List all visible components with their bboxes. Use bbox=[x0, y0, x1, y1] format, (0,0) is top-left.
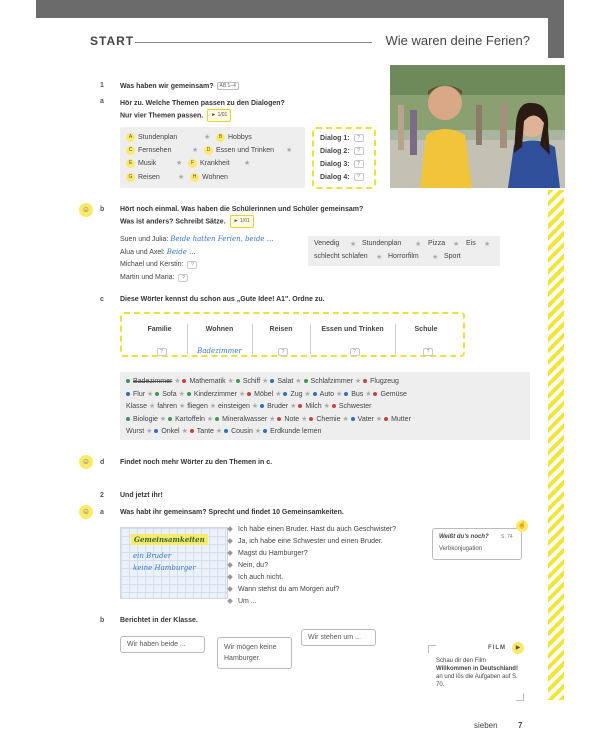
topic-item bbox=[188, 159, 230, 168]
partner-work-icon: ☺ bbox=[79, 505, 93, 519]
instruction-line: Hört noch einmal. Was haben die Schülerinnen und Schüler gemeinsam? bbox=[120, 206, 364, 213]
topic-letter: H bbox=[190, 173, 199, 182]
vocab-word: Onkel bbox=[161, 428, 180, 435]
notepad-line: keine Hamburger bbox=[133, 564, 196, 572]
color-dot-icon bbox=[236, 379, 240, 383]
pair-names: Alua und Axel: bbox=[120, 249, 165, 256]
vocab-word: Vater bbox=[357, 415, 374, 423]
vocab-row bbox=[126, 415, 411, 423]
dialog-label: Dialog 3: bbox=[320, 160, 350, 168]
vocab-word: Schlafzimmer bbox=[310, 378, 353, 385]
table-header: Schule bbox=[414, 326, 438, 333]
table-header: Wohnen bbox=[205, 326, 234, 333]
dialog-line-text: Ja, ich habe eine Schwester und einen Bruder. bbox=[238, 538, 383, 545]
star-icon: ★ bbox=[363, 390, 374, 398]
bullet-icon bbox=[227, 574, 233, 580]
table-cell bbox=[310, 340, 395, 354]
color-dot-icon bbox=[224, 429, 228, 433]
word-bank-item: Stundenplan bbox=[362, 240, 402, 247]
star-icon: ★ bbox=[225, 378, 236, 385]
dialog-line-text: Nein, du? bbox=[238, 562, 268, 569]
pair-row bbox=[120, 261, 197, 269]
bullet-icon bbox=[227, 586, 233, 592]
task-letter: d bbox=[100, 459, 105, 466]
category-table bbox=[120, 312, 465, 357]
answer-field[interactable]: ? bbox=[423, 348, 433, 356]
color-dot-icon bbox=[298, 404, 302, 408]
handwritten-answer: Badezimmer bbox=[197, 347, 242, 355]
table-cell bbox=[132, 340, 187, 354]
dialog-answer-box bbox=[312, 127, 376, 189]
star-icon: ★ bbox=[415, 241, 422, 248]
color-dot-icon bbox=[313, 392, 317, 396]
dialog-line bbox=[228, 526, 396, 533]
color-dot-icon bbox=[168, 417, 172, 421]
vocab-row bbox=[126, 377, 399, 385]
star-icon: ★ bbox=[267, 415, 278, 423]
word-bank-item: Sport bbox=[444, 253, 461, 260]
topics-box bbox=[120, 127, 305, 188]
star-icon: ★ bbox=[432, 254, 439, 261]
vocab-row bbox=[126, 427, 321, 435]
dialog-line-text: Um ... bbox=[238, 598, 257, 605]
star-icon: ★ bbox=[249, 403, 261, 410]
vocab-word: Schiff bbox=[242, 378, 261, 385]
star-icon: ★ bbox=[145, 390, 156, 398]
table-cell bbox=[187, 340, 252, 354]
topic-item bbox=[126, 173, 160, 182]
task-letter: c bbox=[100, 296, 104, 303]
star-icon: ★ bbox=[373, 415, 385, 423]
answer-field[interactable]: ? bbox=[178, 274, 188, 282]
task-instruction: Berichtet in der Klasse. bbox=[120, 617, 198, 624]
dialog-line bbox=[228, 574, 283, 581]
pointing-hand-icon: ☝ bbox=[516, 520, 528, 532]
vocab-word: Bus bbox=[351, 390, 364, 398]
section-label: START bbox=[90, 34, 135, 48]
star-icon: ★ bbox=[340, 415, 351, 423]
task-letter: b bbox=[100, 206, 105, 213]
star-icon: ★ bbox=[350, 241, 357, 248]
color-dot-icon bbox=[190, 429, 194, 433]
notepad-line: ein Bruder bbox=[133, 552, 172, 560]
topic-letter: C bbox=[126, 146, 135, 155]
dialog-row bbox=[320, 160, 364, 168]
dialog-line bbox=[228, 562, 268, 569]
star-icon: ★ bbox=[237, 390, 248, 398]
decorative-stripe bbox=[548, 190, 564, 700]
header-bar-corner bbox=[548, 18, 564, 58]
vocab-word: Gemüse bbox=[380, 390, 407, 398]
topic-label: Fernsehen bbox=[138, 147, 172, 154]
vocab-word: fliegen bbox=[187, 403, 208, 410]
page-header bbox=[90, 34, 530, 50]
table-header: Familie bbox=[147, 326, 172, 333]
table-cell bbox=[252, 340, 310, 354]
reference-page: S. 74 bbox=[501, 534, 513, 540]
star-icon: ★ bbox=[176, 390, 187, 398]
vocab-word: Klasse bbox=[126, 403, 148, 410]
pair-names: Suen und Julia: bbox=[120, 236, 169, 243]
notepad-title: Gemeinsamkeiten bbox=[131, 534, 208, 545]
exercise-heading: Und jetzt ihr! bbox=[120, 492, 163, 499]
frame-corner bbox=[428, 645, 436, 653]
task-letter: a bbox=[100, 509, 104, 516]
bullet-icon bbox=[227, 562, 233, 568]
star-icon: ★ bbox=[213, 428, 225, 435]
dialog-line bbox=[228, 598, 257, 605]
topic-letter: F bbox=[188, 159, 197, 168]
topic-letter: B bbox=[216, 133, 225, 142]
star-icon: ★ bbox=[334, 390, 345, 398]
bullet-icon bbox=[227, 598, 233, 604]
color-dot-icon bbox=[126, 417, 130, 421]
topic-label: Krankheit bbox=[200, 160, 230, 167]
topic-item bbox=[204, 146, 274, 155]
color-dot-icon bbox=[126, 392, 130, 396]
star-icon: ★ bbox=[273, 390, 284, 398]
dialog-row bbox=[320, 147, 364, 155]
star-icon: ★ bbox=[299, 415, 310, 423]
exercise-heading bbox=[120, 82, 239, 90]
topic-letter: A bbox=[126, 133, 135, 142]
vocab-word: Tante bbox=[196, 428, 214, 435]
vocab-word: Möbel bbox=[254, 390, 274, 398]
pair-row bbox=[120, 235, 273, 243]
word-bank-item: Eis bbox=[466, 240, 476, 247]
vocab-word: einsteigen bbox=[218, 403, 250, 410]
play-icon[interactable]: ▶ bbox=[512, 642, 524, 654]
vocab-word: Chemie bbox=[316, 415, 341, 423]
frame-corner bbox=[516, 693, 524, 701]
topic-label: Wohnen bbox=[202, 174, 228, 181]
topic-letter: D bbox=[204, 146, 213, 155]
dialog-row bbox=[320, 134, 364, 142]
star-icon: ★ bbox=[288, 403, 299, 410]
exercise-number: 1 bbox=[100, 82, 104, 89]
reference-text: Verbkonjugation bbox=[439, 546, 483, 552]
task-letter: b bbox=[100, 617, 105, 624]
exercise-heading-text: Was haben wir gemeinsam? bbox=[120, 82, 214, 90]
instruction-line: Nur vier Themen passen. bbox=[120, 112, 204, 120]
dialog-line-text: Magst du Hamburger? bbox=[238, 550, 308, 557]
topic-letter: G bbox=[126, 173, 135, 182]
grammar-reference-box[interactable] bbox=[432, 528, 522, 560]
star-icon: ★ bbox=[204, 415, 216, 423]
star-icon: ★ bbox=[302, 390, 313, 398]
dialog-line-text: Ich habe einen Bruder. Hast du auch Geschwister? bbox=[238, 526, 396, 533]
word-bank-item: Pizza bbox=[428, 240, 446, 247]
partner-work-icon: ☺ bbox=[79, 455, 93, 469]
topic-item bbox=[126, 133, 177, 142]
vocab-word: Kartoffeln bbox=[175, 415, 205, 423]
answer-field[interactable]: ? bbox=[157, 348, 167, 356]
vocab-word: Flur bbox=[133, 390, 146, 398]
vocab-word: Milch bbox=[305, 403, 322, 410]
film-label: FILM bbox=[488, 645, 506, 651]
answer-field[interactable]: ? bbox=[354, 160, 364, 168]
star-icon: ★ bbox=[179, 428, 190, 435]
color-dot-icon bbox=[263, 429, 267, 433]
instruction-line: Hör zu. Welche Themen passen zu den Dialogen? bbox=[120, 100, 285, 107]
pair-names: Martin und Maria: bbox=[120, 274, 175, 281]
film-text-pre: Schau dir den Film bbox=[436, 658, 487, 664]
star-icon: ★ bbox=[244, 160, 251, 167]
audio-track-label: 1/01 bbox=[217, 112, 228, 118]
color-dot-icon bbox=[332, 404, 336, 408]
color-dot-icon bbox=[154, 429, 158, 433]
page-title: Wie waren deine Ferien? bbox=[385, 33, 530, 48]
exercise-number: 2 bbox=[100, 492, 104, 499]
vocab-word: Erdkunde lernen bbox=[270, 428, 322, 435]
star-icon: ★ bbox=[144, 428, 155, 435]
color-dot-icon bbox=[270, 379, 274, 383]
photo-students bbox=[390, 65, 565, 188]
dialog-label: Dialog 1: bbox=[320, 134, 350, 142]
word-bank-item: schlecht schlafen bbox=[314, 253, 368, 260]
audio-track-button[interactable]: ► 1/01 bbox=[230, 215, 254, 228]
header-divider bbox=[135, 42, 372, 43]
task-instruction bbox=[120, 204, 363, 228]
vocab-word: Salat bbox=[277, 378, 294, 385]
answer-field[interactable]: ? bbox=[354, 134, 364, 142]
color-dot-icon bbox=[215, 417, 219, 421]
audio-track-label: 1/01 bbox=[239, 218, 250, 224]
vocab-word: Biologie bbox=[133, 415, 158, 423]
star-icon: ★ bbox=[293, 378, 304, 385]
word-bank-box bbox=[308, 236, 500, 266]
vocab-row bbox=[126, 402, 372, 410]
star-icon: ★ bbox=[192, 147, 199, 154]
color-dot-icon bbox=[126, 379, 130, 383]
answer-field[interactable]: ? bbox=[187, 261, 197, 269]
vocab-word: Zug bbox=[290, 390, 303, 398]
color-dot-icon bbox=[309, 417, 313, 421]
vocab-word: Mineralwasser bbox=[222, 415, 268, 423]
topic-label: Reisen bbox=[138, 174, 160, 181]
topic-label: Stundenplan bbox=[138, 134, 178, 141]
word-bank-item: Horrorfilm bbox=[388, 253, 419, 260]
star-icon: ★ bbox=[321, 403, 332, 410]
topic-label: Musik bbox=[138, 160, 157, 167]
color-dot-icon bbox=[384, 417, 388, 421]
color-dot-icon bbox=[182, 379, 186, 383]
speech-bubble: Wir haben beide ... bbox=[120, 636, 205, 653]
task-letter: a bbox=[100, 98, 104, 105]
film-text-post: an und lös die Aufgaben auf S. 70. bbox=[436, 674, 518, 688]
handwritten-answer: Beide ... bbox=[166, 248, 196, 256]
topic-label: Essen und Trinken bbox=[216, 147, 274, 154]
answer-field[interactable]: ? bbox=[350, 348, 360, 356]
reference-title: Weißt du's noch? bbox=[439, 534, 489, 540]
star-icon: ★ bbox=[453, 241, 460, 248]
audio-track-button[interactable]: ► 1/01 bbox=[207, 109, 231, 122]
topic-item bbox=[190, 173, 228, 182]
vocab-word: Cousin bbox=[231, 428, 253, 435]
page-number: 7 bbox=[518, 721, 523, 730]
color-dot-icon bbox=[363, 379, 367, 383]
vocab-word: Bruder bbox=[267, 403, 289, 410]
star-icon: ★ bbox=[484, 241, 491, 248]
speech-bubble: Wir mögen keine Hamburger. bbox=[217, 637, 292, 669]
vocab-word: fahren bbox=[157, 403, 178, 410]
topic-label: Hobbys bbox=[228, 134, 252, 141]
header-bar bbox=[36, 0, 564, 18]
instruction-line: Was ist anders? Schreibt Sätze. bbox=[120, 218, 226, 226]
notepad bbox=[120, 527, 228, 599]
dialog-line bbox=[228, 550, 308, 557]
star-icon: ★ bbox=[286, 147, 293, 154]
vocab-word: Mutter bbox=[391, 415, 411, 423]
bullet-icon bbox=[227, 526, 233, 532]
color-dot-icon bbox=[373, 392, 377, 396]
star-icon: ★ bbox=[172, 378, 183, 385]
star-icon: ★ bbox=[252, 428, 264, 435]
star-icon: ★ bbox=[376, 254, 383, 261]
star-icon: ★ bbox=[178, 174, 185, 181]
topic-item bbox=[216, 133, 252, 142]
dialog-line-text: Wann stehst du am Morgen auf? bbox=[238, 586, 340, 593]
task-instruction bbox=[120, 98, 285, 122]
answer-field[interactable]: ? bbox=[278, 348, 288, 356]
task-instruction: Diese Wörter kennst du schon aus „Gute Idee! A1". Ordne zu. bbox=[120, 296, 325, 303]
vocab-word: Kinderzimmer bbox=[193, 390, 237, 398]
vocab-word: Mathematik bbox=[189, 378, 226, 385]
star-icon: ★ bbox=[207, 403, 219, 410]
film-title: Willkommen in Deutschland! bbox=[436, 666, 518, 672]
dialog-label: Dialog 4: bbox=[320, 173, 350, 181]
color-dot-icon bbox=[155, 392, 159, 396]
vocab-word: Schwester bbox=[338, 403, 372, 410]
dialog-line bbox=[228, 586, 339, 593]
vocabulary-box bbox=[120, 372, 530, 440]
workbook-badge: AB 1–4 bbox=[217, 82, 239, 90]
topic-item bbox=[126, 146, 171, 155]
color-dot-icon bbox=[277, 417, 281, 421]
photo-illustration bbox=[390, 65, 565, 188]
color-dot-icon bbox=[247, 392, 251, 396]
dialog-row bbox=[320, 173, 364, 181]
vocab-word: Flugzeug bbox=[370, 378, 399, 385]
star-icon: ★ bbox=[147, 403, 158, 410]
color-dot-icon bbox=[283, 392, 287, 396]
color-dot-icon bbox=[187, 392, 191, 396]
table-header: Reisen bbox=[269, 326, 293, 333]
star-icon: ★ bbox=[176, 160, 183, 167]
color-dot-icon bbox=[351, 417, 355, 421]
table-cell bbox=[395, 340, 457, 354]
handwritten-answer: Beide hatten Ferien, beide ... bbox=[170, 235, 274, 243]
topic-letter: E bbox=[126, 159, 135, 168]
page-word: sieben bbox=[474, 721, 498, 730]
dialog-label: Dialog 2: bbox=[320, 147, 350, 155]
color-dot-icon bbox=[304, 379, 308, 383]
star-icon: ★ bbox=[204, 134, 211, 141]
bullet-icon bbox=[227, 538, 233, 544]
task-instruction: Findet noch mehr Wörter zu den Themen in c. bbox=[120, 459, 273, 466]
answer-field[interactable]: ? bbox=[354, 147, 364, 155]
bullet-icon bbox=[227, 550, 233, 556]
vocab-word: Badezimmer bbox=[133, 378, 173, 385]
vocab-row bbox=[126, 390, 407, 398]
pair-names: Michael und Kerstin: bbox=[120, 261, 184, 268]
dialog-line bbox=[228, 538, 383, 545]
pair-row bbox=[120, 274, 188, 282]
star-icon: ★ bbox=[260, 378, 271, 385]
film-box[interactable] bbox=[428, 645, 524, 701]
pair-row bbox=[120, 248, 196, 256]
task-instruction: Was habt ihr gemeinsam? Sprecht und findet 10 Gemeinsamkeiten. bbox=[120, 509, 344, 516]
answer-field[interactable]: ? bbox=[354, 173, 364, 181]
vocab-word: Wurst bbox=[126, 428, 145, 435]
vocab-word: Note bbox=[284, 415, 300, 423]
dialog-line-text: Ich auch nicht. bbox=[238, 574, 284, 581]
speech-bubble: Wir stehen um ... bbox=[301, 629, 376, 646]
star-icon: ★ bbox=[177, 403, 188, 410]
color-dot-icon bbox=[344, 392, 348, 396]
star-icon: ★ bbox=[352, 378, 364, 385]
vocab-word: Sofa bbox=[162, 390, 177, 398]
table-header: Essen und Trinken bbox=[321, 326, 384, 333]
vocab-word: Auto bbox=[319, 390, 335, 398]
star-icon: ★ bbox=[157, 415, 169, 423]
film-text bbox=[436, 657, 520, 689]
word-bank-item: Venedig bbox=[314, 240, 340, 247]
partner-work-icon: ☺ bbox=[79, 203, 93, 217]
topic-item bbox=[126, 159, 156, 168]
color-dot-icon bbox=[260, 404, 264, 408]
